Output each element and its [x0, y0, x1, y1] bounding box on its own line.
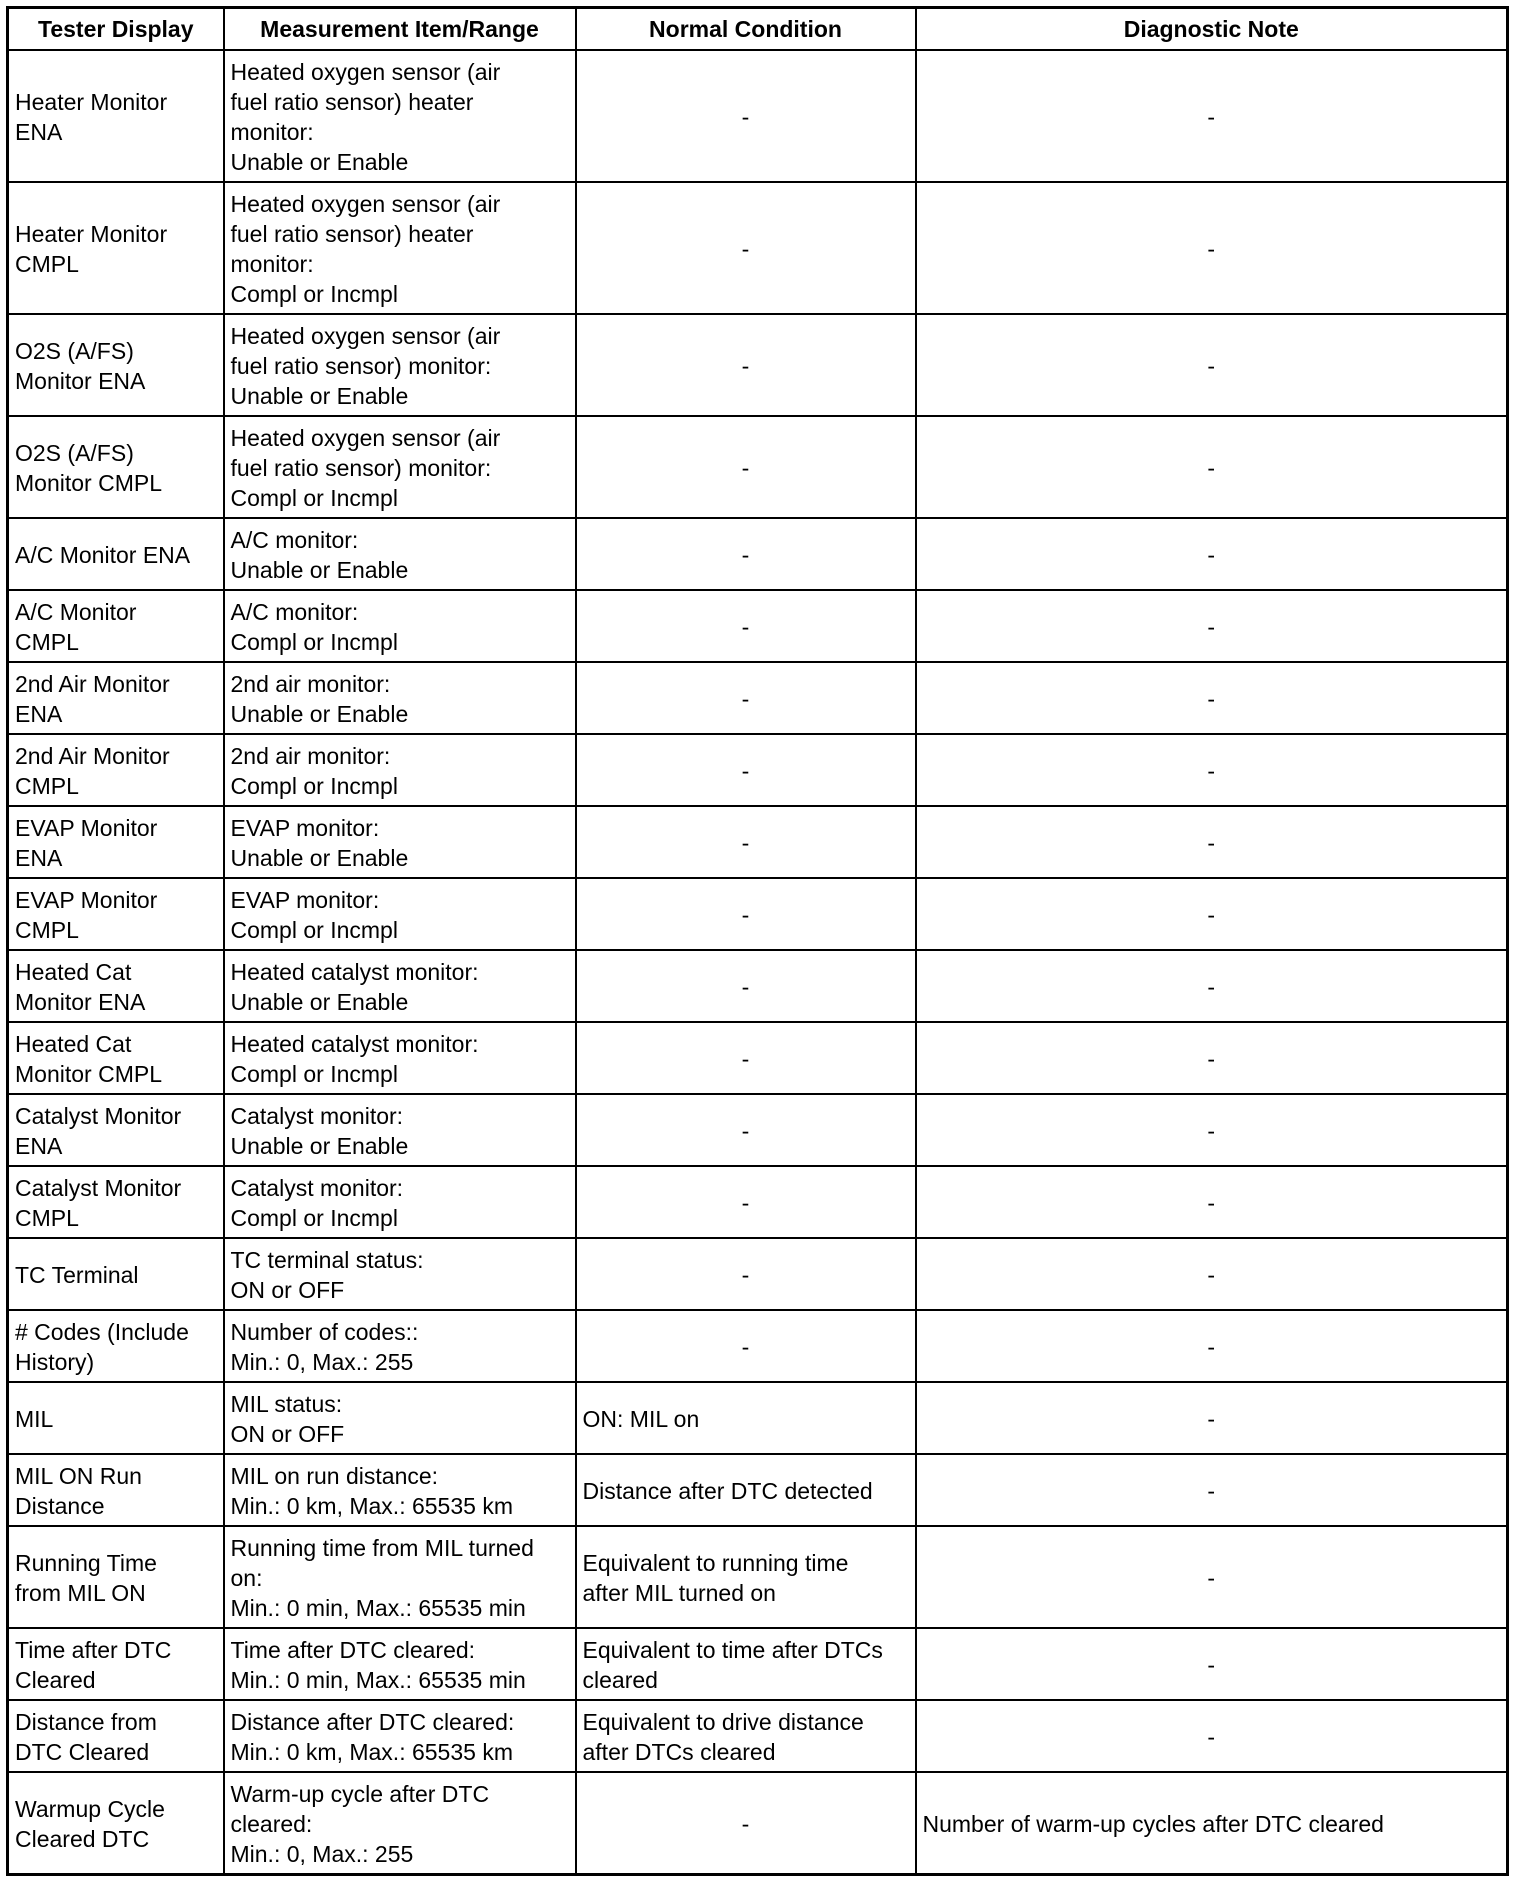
cell-tester-display: MIL ON Run Distance [8, 1454, 224, 1526]
table-row [8, 1700, 1508, 1772]
cell-normal-condition: Distance after DTC detected [576, 1454, 916, 1526]
cell-tester-display: EVAP Monitor CMPL [8, 878, 224, 950]
table-row [8, 1022, 1508, 1094]
cell-tester-display: A/C Monitor CMPL [8, 590, 224, 662]
header-normal-condition: Normal Condition [576, 8, 916, 50]
cell-measurement-item: MIL on run distance: Min.: 0 km, Max.: 65535 km [224, 1454, 576, 1526]
table-row [8, 1772, 1508, 1875]
cell-measurement-item: Heated catalyst monitor: Compl or Incmpl [224, 1022, 576, 1094]
cell-measurement-item: Catalyst monitor: Unable or Enable [224, 1094, 576, 1166]
cell-diagnostic-note: - [916, 1238, 1508, 1310]
cell-tester-display: Heated Cat Monitor ENA [8, 950, 224, 1022]
cell-diagnostic-note: - [916, 734, 1508, 806]
cell-normal-condition: Equivalent to running time after MIL turned on [576, 1526, 916, 1628]
cell-normal-condition: - [576, 518, 916, 590]
cell-normal-condition: - [576, 1094, 916, 1166]
cell-diagnostic-note: - [916, 1454, 1508, 1526]
cell-diagnostic-note: - [916, 878, 1508, 950]
cell-normal-condition: Equivalent to time after DTCs cleared [576, 1628, 916, 1700]
cell-diagnostic-note: - [916, 1166, 1508, 1238]
table-row [8, 518, 1508, 590]
cell-diagnostic-note: - [916, 1022, 1508, 1094]
cell-tester-display: Time after DTC Cleared [8, 1628, 224, 1700]
cell-tester-display: TC Terminal [8, 1238, 224, 1310]
table-row [8, 734, 1508, 806]
cell-diagnostic-note: - [916, 1094, 1508, 1166]
cell-normal-condition: - [576, 1022, 916, 1094]
cell-measurement-item: 2nd air monitor: Unable or Enable [224, 662, 576, 734]
header-row [8, 8, 1508, 50]
cell-tester-display: O2S (A/FS) Monitor ENA [8, 314, 224, 416]
cell-normal-condition: - [576, 1310, 916, 1382]
cell-measurement-item: 2nd air monitor: Compl or Incmpl [224, 734, 576, 806]
cell-measurement-item: Heated catalyst monitor: Unable or Enable [224, 950, 576, 1022]
table-row [8, 1454, 1508, 1526]
cell-diagnostic-note: - [916, 950, 1508, 1022]
table-row [8, 182, 1508, 314]
header-tester-display: Tester Display [8, 8, 224, 50]
cell-tester-display: Warmup Cycle Cleared DTC [8, 1772, 224, 1875]
table-row [8, 1526, 1508, 1628]
cell-measurement-item: MIL status: ON or OFF [224, 1382, 576, 1454]
table-row [8, 590, 1508, 662]
cell-tester-display: A/C Monitor ENA [8, 518, 224, 590]
cell-tester-display: Heater Monitor CMPL [8, 182, 224, 314]
table-row [8, 1628, 1508, 1700]
cell-tester-display: # Codes (Include History) [8, 1310, 224, 1382]
cell-tester-display: 2nd Air Monitor CMPL [8, 734, 224, 806]
cell-measurement-item: EVAP monitor: Unable or Enable [224, 806, 576, 878]
cell-normal-condition: - [576, 416, 916, 518]
cell-normal-condition: - [576, 1166, 916, 1238]
table-row [8, 806, 1508, 878]
cell-normal-condition: - [576, 734, 916, 806]
cell-measurement-item: TC terminal status: ON or OFF [224, 1238, 576, 1310]
table-row [8, 1094, 1508, 1166]
table-row [8, 314, 1508, 416]
cell-measurement-item: Heated oxygen sensor (air fuel ratio sensor) monitor: Compl or Incmpl [224, 416, 576, 518]
table-row [8, 1310, 1508, 1382]
table-row [8, 950, 1508, 1022]
cell-measurement-item: Warm-up cycle after DTC cleared: Min.: 0, Max.: 255 [224, 1772, 576, 1875]
cell-diagnostic-note: - [916, 314, 1508, 416]
cell-measurement-item: Distance after DTC cleared: Min.: 0 km, Max.: 65535 km [224, 1700, 576, 1772]
cell-diagnostic-note: - [916, 518, 1508, 590]
cell-normal-condition: - [576, 590, 916, 662]
cell-normal-condition: - [576, 878, 916, 950]
table-row [8, 1166, 1508, 1238]
tester-display-table [6, 6, 1509, 1876]
cell-measurement-item: Heated oxygen sensor (air fuel ratio sensor) heater monitor: Unable or Enable [224, 50, 576, 182]
header-diagnostic-note: Diagnostic Note [916, 8, 1508, 50]
cell-diagnostic-note: - [916, 1700, 1508, 1772]
table-row [8, 1382, 1508, 1454]
cell-measurement-item: Heated oxygen sensor (air fuel ratio sensor) monitor: Unable or Enable [224, 314, 576, 416]
table-body [8, 50, 1508, 1875]
cell-diagnostic-note: - [916, 1382, 1508, 1454]
cell-normal-condition: - [576, 662, 916, 734]
cell-tester-display: MIL [8, 1382, 224, 1454]
cell-measurement-item: Running time from MIL turned on: Min.: 0 min, Max.: 65535 min [224, 1526, 576, 1628]
cell-tester-display: O2S (A/FS) Monitor CMPL [8, 416, 224, 518]
table-row [8, 416, 1508, 518]
cell-normal-condition: - [576, 314, 916, 416]
table-row [8, 662, 1508, 734]
cell-normal-condition: - [576, 950, 916, 1022]
cell-tester-display: Heater Monitor ENA [8, 50, 224, 182]
cell-normal-condition: - [576, 1238, 916, 1310]
cell-normal-condition: - [576, 50, 916, 182]
cell-diagnostic-note: - [916, 590, 1508, 662]
cell-tester-display: EVAP Monitor ENA [8, 806, 224, 878]
header-measurement-item: Measurement Item/Range [224, 8, 576, 50]
cell-diagnostic-note: - [916, 182, 1508, 314]
cell-diagnostic-note: - [916, 50, 1508, 182]
cell-measurement-item: Number of codes:: Min.: 0, Max.: 255 [224, 1310, 576, 1382]
cell-tester-display: Running Time from MIL ON [8, 1526, 224, 1628]
cell-measurement-item: EVAP monitor: Compl or Incmpl [224, 878, 576, 950]
table-row [8, 878, 1508, 950]
cell-measurement-item: A/C monitor: Compl or Incmpl [224, 590, 576, 662]
cell-measurement-item: Catalyst monitor: Compl or Incmpl [224, 1166, 576, 1238]
cell-normal-condition: - [576, 182, 916, 314]
cell-tester-display: Heated Cat Monitor CMPL [8, 1022, 224, 1094]
cell-normal-condition: ON: MIL on [576, 1382, 916, 1454]
table-row [8, 50, 1508, 182]
cell-measurement-item: Heated oxygen sensor (air fuel ratio sensor) heater monitor: Compl or Incmpl [224, 182, 576, 314]
cell-diagnostic-note: - [916, 416, 1508, 518]
cell-normal-condition: - [576, 1772, 916, 1875]
cell-measurement-item: A/C monitor: Unable or Enable [224, 518, 576, 590]
cell-tester-display: Catalyst Monitor CMPL [8, 1166, 224, 1238]
cell-diagnostic-note: - [916, 1310, 1508, 1382]
cell-diagnostic-note: - [916, 806, 1508, 878]
cell-normal-condition: Equivalent to drive distance after DTCs cleared [576, 1700, 916, 1772]
cell-measurement-item: Time after DTC cleared: Min.: 0 min, Max.: 65535 min [224, 1628, 576, 1700]
cell-diagnostic-note: - [916, 662, 1508, 734]
cell-tester-display: Catalyst Monitor ENA [8, 1094, 224, 1166]
cell-normal-condition: - [576, 806, 916, 878]
table-row [8, 1238, 1508, 1310]
cell-tester-display: 2nd Air Monitor ENA [8, 662, 224, 734]
cell-diagnostic-note: - [916, 1628, 1508, 1700]
cell-diagnostic-note: Number of warm-up cycles after DTC cleared [916, 1772, 1508, 1875]
document-page [6, 6, 1506, 1876]
cell-diagnostic-note: - [916, 1526, 1508, 1628]
cell-tester-display: Distance from DTC Cleared [8, 1700, 224, 1772]
